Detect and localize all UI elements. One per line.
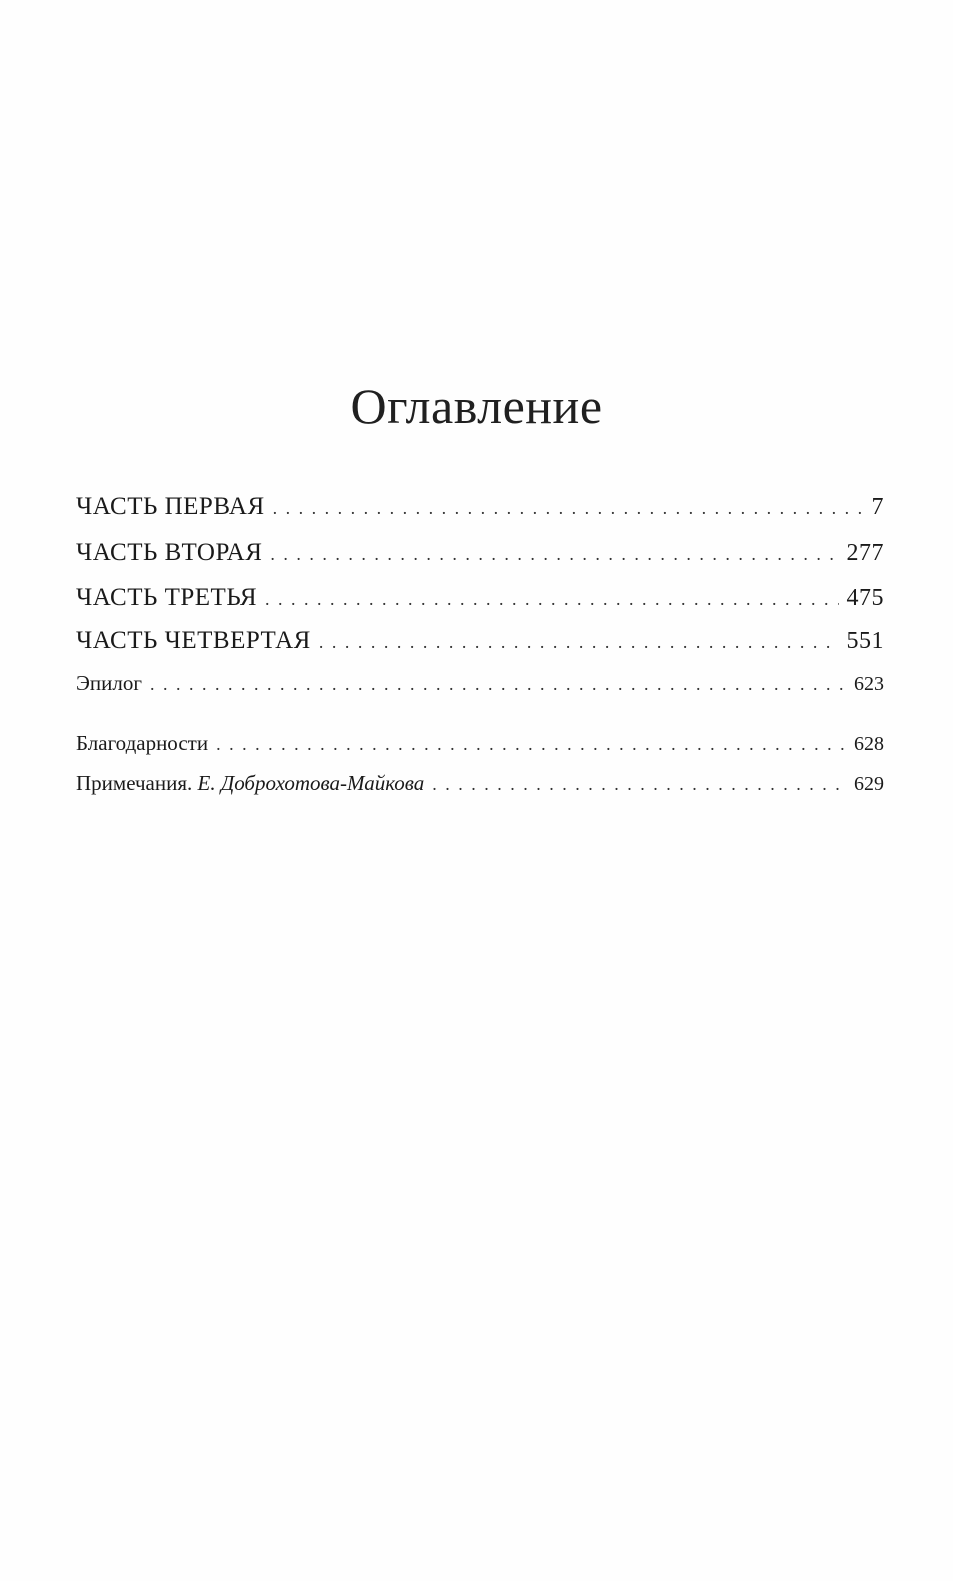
toc-entry-acknowledgements (76, 731, 884, 756)
table-of-contents (76, 0, 884, 1581)
toc-entry-label: Эпилог (76, 671, 142, 695)
toc-entry-page: 277 (846, 540, 884, 566)
notes-author: Е. Доброхотова-Майкова (197, 771, 425, 795)
dot-leader (432, 774, 846, 795)
toc-entry-notes (76, 771, 884, 796)
toc-entry-epilogue (76, 671, 884, 696)
dot-leader (150, 674, 846, 695)
toc-title: Оглавление (350, 378, 603, 434)
dot-leader (270, 544, 838, 565)
toc-entry-label: ЧАСТЬ ВТОРАЯ (76, 539, 263, 566)
dot-leader (265, 589, 838, 610)
toc-entry-label: Благодарности (76, 731, 209, 755)
toc-entry-page: 628 (854, 733, 884, 755)
notes-label: Примечания. (76, 771, 193, 795)
dot-leader (216, 734, 846, 755)
toc-entry-page: 7 (871, 494, 884, 520)
toc-entry-part-two (76, 539, 884, 567)
toc-entry-label: ЧАСТЬ ПЕРВАЯ (76, 493, 265, 520)
toc-entry-label: ЧАСТЬ ЧЕТВЕРТАЯ (76, 627, 311, 654)
dot-leader (319, 632, 839, 653)
toc-entry-label (76, 771, 424, 796)
toc-entry-page: 475 (846, 585, 884, 611)
toc-entry-label: ЧАСТЬ ТРЕТЬЯ (76, 584, 258, 611)
toc-entry-part-one (76, 493, 884, 521)
toc-entry-part-three (76, 584, 884, 612)
dot-leader (273, 498, 864, 519)
toc-entry-page: 629 (854, 773, 884, 795)
toc-entry-page: 623 (854, 673, 884, 695)
toc-entry-part-four (76, 627, 884, 655)
toc-entry-page: 551 (846, 628, 884, 654)
